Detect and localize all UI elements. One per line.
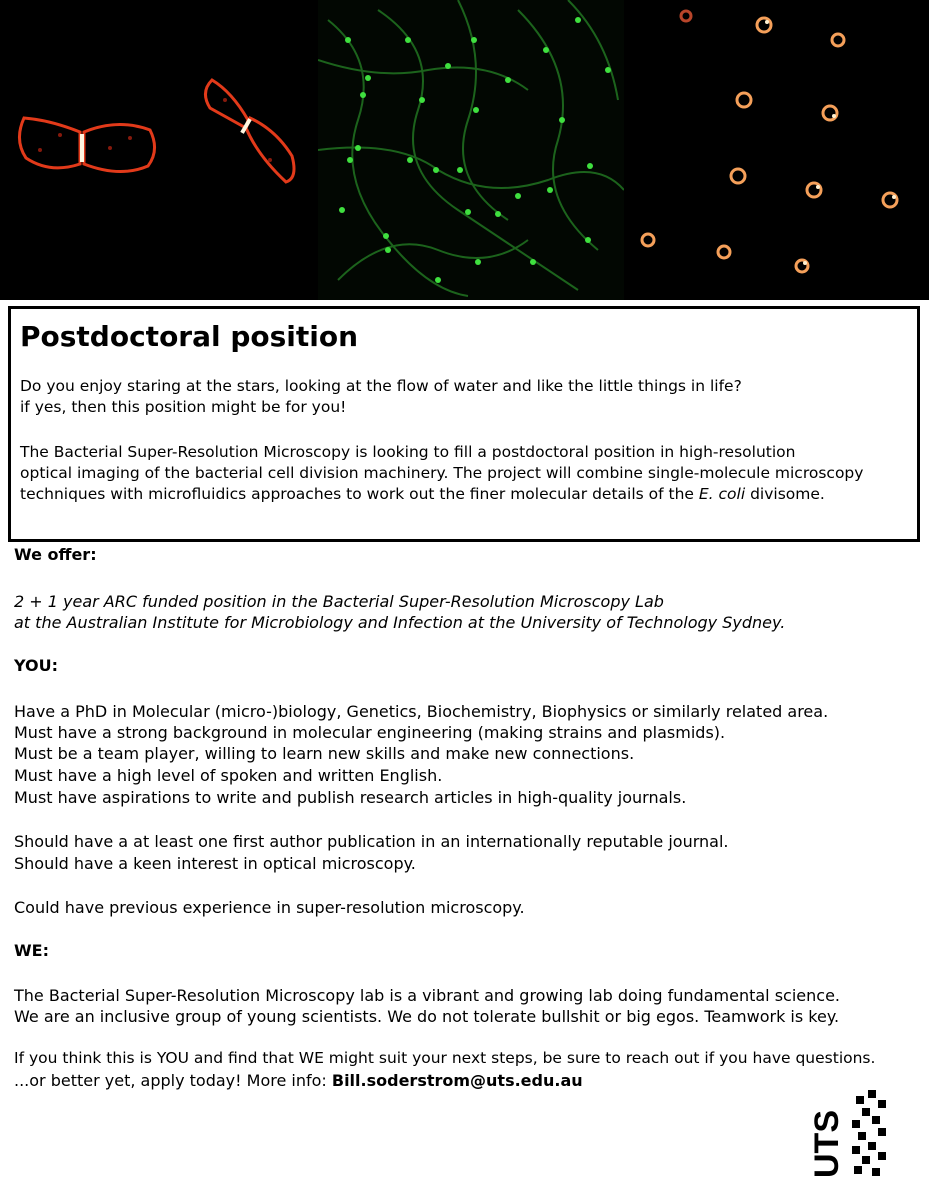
lab-description-line: The Bacterial Super-Resolution Microscopy lab is a vibrant and growing lab doing fundamental science. [14,986,840,1005]
division-rings-orange-image [624,0,929,300]
preferred-item: Should have a keen interest in optical microscopy. [14,854,416,873]
intro-invite: if yes, then this position might be for you! [20,398,347,416]
you-heading: YOU: [14,656,59,675]
requirement-item: Have a PhD in Molecular (micro-)biology, Genetics, Biochemistry, Biophysics or similarly related area. [14,702,829,721]
offer-line: at the Australian Institute for Microbiology and Infection at the University of Technology Sydney. [14,613,786,632]
requirement-item: Must have a high level of spoken and written English. [14,766,443,785]
optional-item: Could have previous experience in super-resolution microscopy. [14,898,525,917]
offer-heading: We offer: [14,545,97,564]
requirement-item: Must be a team player, willing to learn new skills and make new connections. [14,744,635,763]
lab-description-line: We are an inclusive group of young scientists. We do not tolerate bullshit or big egos. Teamwork is key. [14,1007,840,1026]
we-heading: WE: [14,941,49,960]
project-description-line: techniques with microfluidics approaches to work out the finer molecular details of the E. coli divisome. [20,485,825,503]
uts-logo [808,1086,888,1182]
dividing-bacteria-red-image [0,0,318,300]
filament-network-green-image [318,0,624,300]
page-title: Postdoctoral position [20,320,359,353]
offer-line: 2 + 1 year ARC funded position in the Bacterial Super-Resolution Microscopy Lab [14,592,664,611]
project-description-line: The Bacterial Super-Resolution Microscopy is looking to fill a postdoctoral position in high-resolution [20,443,796,461]
organism-name: E. coli [698,485,746,503]
requirement-item: Must have a strong background in molecular engineering (making strains and plasmids). [14,723,726,742]
intro-question: Do you enjoy staring at the stars, looking at the flow of water and like the little things in life? [20,377,742,395]
project-description-line: optical imaging of the bacterial cell division machinery. The project will combine single-molecule microscopy [20,464,864,482]
uts-logo-text: UTS [808,1110,846,1178]
preferred-item: Should have a at least one first author publication in an internationally reputable journal. [14,832,729,851]
closing-line: If you think this is YOU and find that WE might suit your next steps, be sure to reach out if you have questions. [14,1049,876,1067]
contact-email-link[interactable]: Bill.soderstrom@uts.edu.au [331,1071,583,1090]
requirement-item: Must have aspirations to write and publish research articles in high-quality journals. [14,788,687,807]
closing-apply-line: ...or better yet, apply today! More info: Bill.soderstrom@uts.edu.au [14,1071,583,1090]
microscopy-banner [0,0,929,300]
